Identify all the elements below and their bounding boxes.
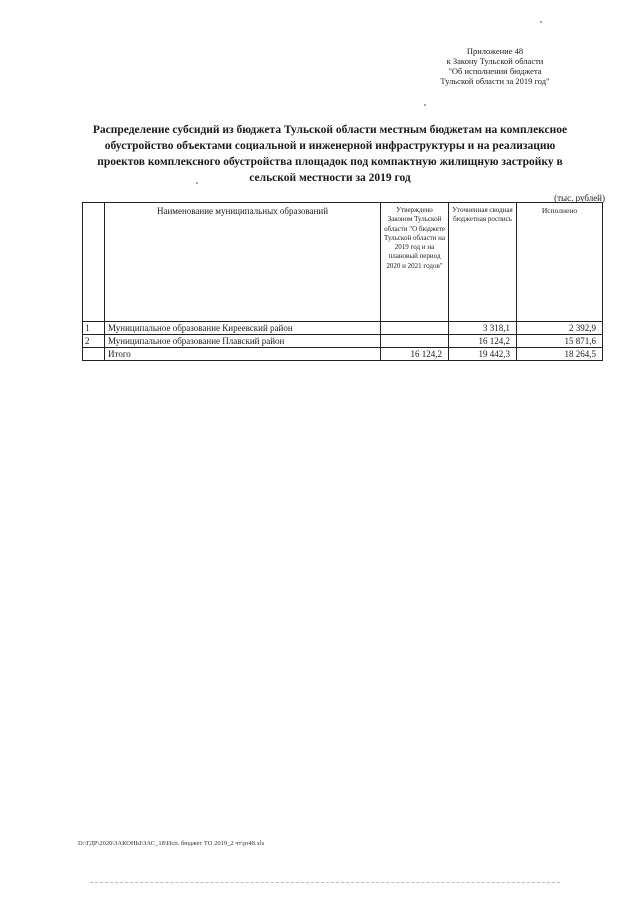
header-executed: Исполнено — [517, 203, 603, 322]
total-approved: 16 124,2 — [381, 348, 449, 361]
table-row — [83, 335, 603, 348]
scan-speck — [540, 21, 542, 23]
appendix-line-2: к Закону Тульской области — [446, 56, 544, 66]
total-label: Итого — [105, 348, 381, 361]
appendix-note — [380, 46, 610, 86]
row-executed: 15 871,6 — [517, 335, 603, 348]
row-number: 1 — [83, 322, 105, 335]
table-row — [83, 322, 603, 335]
subsidy-table — [82, 202, 603, 361]
total-executed: 18 264,5 — [517, 348, 603, 361]
total-number — [83, 348, 105, 361]
appendix-line-4: Тульской области за 2019 год" — [440, 76, 550, 86]
appendix-line-1: Приложение 48 — [466, 46, 524, 56]
row-adjusted: 3 318,1 — [449, 322, 517, 335]
scan-edge-line — [90, 882, 560, 883]
table-total-row — [83, 348, 603, 361]
file-path-footer: D:\ГДР\2020\ЗАКОНЫ\ЗАС_18\Исп. бюджет ТО 2019_2 чт\pr48.xls — [78, 840, 265, 847]
appendix-line-3: "Об исполнении бюджета — [448, 66, 542, 76]
total-adjusted: 19 442,3 — [449, 348, 517, 361]
row-number: 2 — [83, 335, 105, 348]
row-approved — [381, 322, 449, 335]
scan-speck — [196, 182, 198, 184]
document-title: Распределение субсидий из бюджета Тульской области местным бюджетам на комплексное обустройство объектами социальной и инженерной инфраструктуры и на реализацию проектов комплексного обустройства площадок под компактную жилищную застройку в сельской местности за 2019 год — [92, 124, 568, 184]
row-municipality: Муниципальное образование Киреевский район — [105, 322, 381, 335]
units-note: (тыс. рублей) — [554, 193, 605, 203]
header-adjusted: Уточненная сводная бюджетная роспись — [449, 203, 517, 322]
row-approved — [381, 335, 449, 348]
row-adjusted: 16 124,2 — [449, 335, 517, 348]
row-executed: 2 392,9 — [517, 322, 603, 335]
table-header-row — [83, 203, 603, 322]
header-approved: Утверждено Законом Тульской области "О бюджете Тульской области на 2019 год и на плановый период 2020 и 2021 годов" — [381, 203, 449, 322]
scan-speck — [424, 104, 426, 106]
header-municipality: Наименование муниципальных образований — [105, 203, 381, 322]
header-number — [83, 203, 105, 322]
row-municipality: Муниципальное образование Плавский район — [105, 335, 381, 348]
